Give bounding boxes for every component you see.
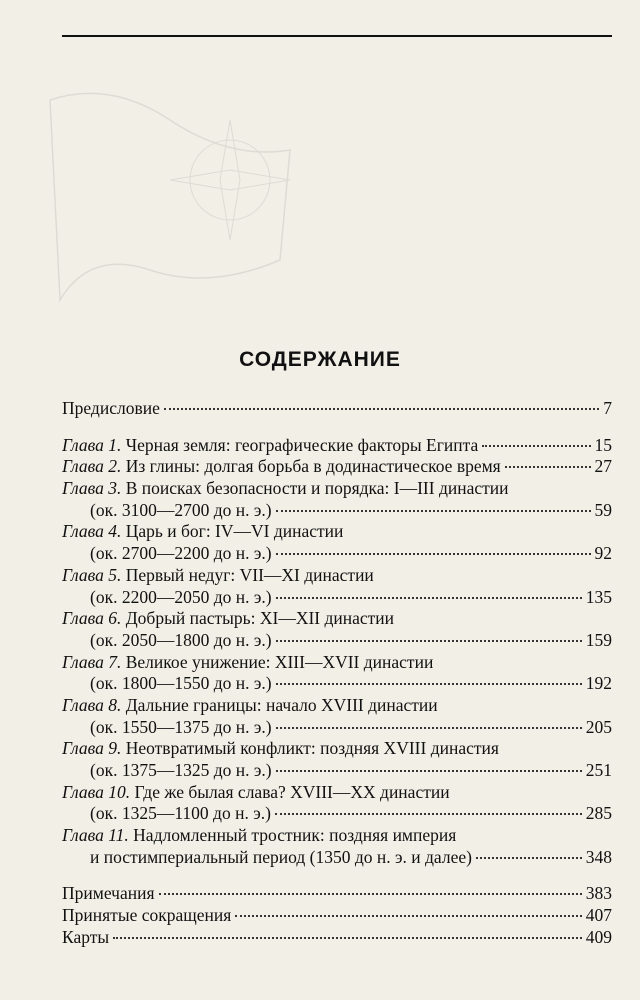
toc-entry-text: (ок. 1375—1325 до н. э.) (90, 760, 272, 780)
toc-entry-text: Глава 5. Первый недуг: VII—XI династии (62, 564, 374, 585)
chapter-label: Глава 9. (62, 738, 122, 759)
toc-entry-chapter-10[interactable] (62, 782, 612, 804)
toc-entry-text: (ок. 2700—2200 до н. э.) (90, 543, 272, 564)
toc-entry-preface[interactable] (62, 398, 612, 420)
toc-entry-text: Глава 3. В поисках безопасности и порядка: I—III династии (62, 478, 509, 499)
toc-entry-text: Принятые сокращения (62, 905, 232, 926)
toc-entry-text: и постимпериальный период (1350 до н. э. и далее) (90, 846, 472, 867)
dot-leader (476, 857, 582, 859)
toc-entry-page: 285 (585, 803, 612, 824)
table-of-contents (62, 398, 612, 949)
toc-entry-chapter-9-dates[interactable] (62, 760, 612, 782)
dot-leader (164, 408, 599, 410)
toc-entry-chapter-10-dates[interactable] (62, 803, 612, 825)
toc-entry-page: 205 (585, 716, 612, 737)
chapter-label: Глава 4. (62, 521, 122, 542)
toc-entry-text: (ок. 1800—1550 до н. э.) (90, 673, 272, 694)
toc-entry-page: 15 (594, 434, 612, 455)
toc-entry-chapter-6[interactable] (62, 608, 612, 630)
chapter-label: Глава 1. (62, 434, 122, 455)
chapter-label: Глава 7. (62, 651, 122, 672)
dot-leader (275, 813, 582, 815)
toc-entry-text: Предисловие (62, 398, 160, 418)
dot-leader (113, 937, 582, 939)
toc-entry-chapter-4-dates[interactable] (62, 543, 612, 565)
toc-entry-text: Глава 10. Где же былая слава? XVIII—XX династии (62, 781, 450, 802)
chapter-label: Глава 3. (62, 478, 122, 499)
toc-entry-text: (ок. 1550—1375 до н. э.) (90, 716, 272, 737)
toc-entry-chapter-9[interactable] (62, 738, 612, 760)
toc-entry-text: Глава 9. Неотвратимый конфликт: поздняя XVIII династия (62, 738, 499, 759)
toc-entry-text: (ок. 1325—1100 до н. э.) (90, 803, 271, 824)
toc-entry-page: 251 (585, 760, 612, 780)
chapter-label: Глава 2. (62, 456, 122, 477)
dot-leader (276, 553, 591, 555)
toc-entry-chapter-2[interactable] (62, 456, 612, 478)
toc-entry-chapter-8[interactable] (62, 695, 612, 717)
toc-entry-page: 92 (594, 543, 612, 564)
toc-entry-page: 159 (585, 629, 612, 650)
toc-entry-text: Глава 7. Великое унижение: XIII—XVII династии (62, 651, 434, 672)
toc-entry-chapter-6-dates[interactable] (62, 630, 612, 652)
toc-entry-text: Глава 2. Из глины: долгая борьба в додинастическое время (62, 456, 501, 477)
toc-entry-page: 348 (585, 846, 612, 867)
toc-entry-text: Глава 6. Добрый пастырь: XI—XII династии (62, 608, 395, 629)
toc-entry-page: 383 (585, 883, 612, 904)
dot-leader (276, 683, 582, 685)
toc-entry-chapter-8-dates[interactable] (62, 717, 612, 739)
bleed-through-map-icon (30, 60, 330, 340)
chapter-label: Глава 10. (62, 781, 131, 802)
dot-leader (482, 445, 590, 447)
chapter-label: Глава 8. (62, 694, 122, 715)
toc-entry-chapter-1[interactable] (62, 435, 612, 457)
toc-entry-chapter-3-dates[interactable] (62, 500, 612, 522)
dot-leader (505, 466, 591, 468)
dot-leader (235, 915, 581, 917)
toc-entry-page: 7 (603, 398, 612, 418)
toc-entry-chapter-4[interactable] (62, 521, 612, 543)
toc-entry-text: Карты (62, 926, 110, 947)
dot-leader (276, 640, 582, 642)
toc-entry-page: 409 (585, 926, 612, 947)
toc-entry-page: 135 (585, 586, 612, 607)
chapter-label: Глава 5. (62, 564, 122, 585)
toc-entry-text: (ок. 3100—2700 до н. э.) (90, 499, 272, 520)
toc-entry-text: Глава 4. Царь и бог: IV—VI династии (62, 521, 344, 542)
toc-entry-text: Глава 8. Дальние границы: начало XVIII династии (62, 694, 438, 715)
toc-entry-chapter-11-dates[interactable] (62, 847, 612, 869)
toc-entry-chapter-11[interactable] (62, 825, 612, 847)
toc-entry-page: 27 (594, 456, 612, 477)
toc-entry-chapter-5-dates[interactable] (62, 587, 612, 609)
toc-entry-text: Глава 11. Надломленный тростник: поздняя империя (62, 825, 457, 846)
toc-entry-chapter-7[interactable] (62, 652, 612, 674)
toc-entry-text: Глава 1. Черная земля: географические факторы Египта (62, 434, 479, 455)
toc-entry-page: 59 (594, 499, 612, 520)
toc-entry-notes[interactable] (62, 883, 612, 905)
toc-entry-text: (ок. 2200—2050 до н. э.) (90, 586, 272, 607)
chapter-label: Глава 6. (62, 608, 122, 629)
top-rule (62, 35, 612, 37)
toc-title: СОДЕРЖАНИЕ (239, 348, 401, 371)
dot-leader (276, 597, 582, 599)
toc-entry-chapter-3[interactable] (62, 478, 612, 500)
chapter-label: Глава 11. (62, 825, 129, 846)
toc-entry-page: 192 (585, 673, 612, 694)
toc-entry-maps[interactable] (62, 927, 612, 949)
toc-entry-page: 407 (585, 905, 612, 926)
toc-entry-chapter-5[interactable] (62, 565, 612, 587)
dot-leader (159, 893, 582, 895)
dot-leader (276, 770, 582, 772)
toc-entry-text: Примечания (62, 883, 155, 904)
dot-leader (276, 510, 591, 512)
toc-entry-text: (ок. 2050—1800 до н. э.) (90, 629, 272, 650)
toc-entry-abbreviations[interactable] (62, 905, 612, 927)
toc-entry-chapter-7-dates[interactable] (62, 673, 612, 695)
dot-leader (276, 727, 582, 729)
